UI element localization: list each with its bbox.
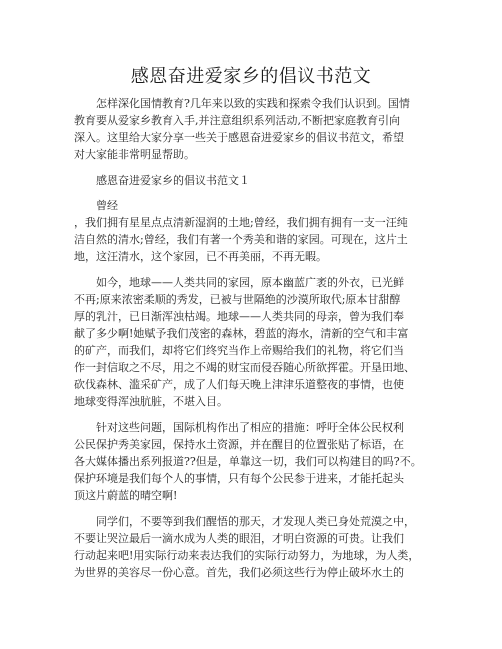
- document-title: 感恩奋进爱家乡的倡议书范文: [130, 66, 372, 87]
- paragraph-line: 的矿产，而我们，却将它们终究当作上帝赐给我们的礼物，将它们当: [74, 344, 404, 357]
- paragraph-line: 如今，地球——人类共同的家园，原本幽蓝广袤的外衣，已光鲜: [96, 276, 404, 289]
- paragraph-line: ，我们拥有星星点点清新湿润的土地;曾经，我们拥有拥有一支一汪纯: [74, 216, 408, 229]
- paragraph-line: 顶这片蔚蓝的晴空啊!: [74, 489, 178, 502]
- paragraph-line: 洁自然的清水;曾经，我们有著一个秀美和谐的家园。可现在，这片土: [74, 233, 408, 246]
- paragraph-line: 公民保护秀美家园，保持水土资源，并在醒目的位置张贴了标语，在: [74, 438, 404, 451]
- paragraph-line: 献了多少啊!她赋予我们茂密的森林，碧蓝的海水，清新的空气和丰富: [74, 327, 409, 340]
- paragraph-line: 不要让哭泣最后一滴水成为人类的眼泪，才明白资源的可贵。让我们: [74, 532, 404, 545]
- paragraph-line: 砍伐森林、滥采矿产，成了人们每天晚上津津乐道整夜的事情，也使: [74, 378, 404, 391]
- paragraph-line: 不再;原来浓密柔顺的秀发，已被与世隔绝的沙漠所取代;原本甘甜醇: [74, 293, 401, 306]
- paragraph-line: 各大媒体播出系列报道??但是，单靠这一切，我们可以构建目的吗?不。: [74, 455, 422, 468]
- paragraph-line: 保护环境是我们每个人的事情，只有每个公民参于进来，才能托起头: [74, 472, 404, 485]
- paragraph-start: 曾经: [96, 199, 118, 212]
- paragraph-line: 同学们，不要等到我们醒悟的那天，才发现人类已身处荒漠之中，: [96, 515, 415, 528]
- paragraph-line: 作一封信取之不尽，用之不竭的财宝而侵吞随心所欲挥霍。开垦田地、: [74, 361, 415, 374]
- intro-line: 深入。这里给大家分享一些关于感恩奋进爱家乡的倡议书范文，希望: [74, 131, 404, 144]
- paragraph-line: 地，这汪清水，这个家园，已不再美丽，不再无暇。: [74, 250, 327, 263]
- paragraph-line: 地球变得浑浊肮脏，不堪入目。: [74, 395, 228, 408]
- section-heading: 感恩奋进爱家乡的倡议书范文１: [96, 174, 250, 187]
- intro-line: 教育要从爱家乡教育入手,并注意组织系列活动,不断把家庭教育引向: [74, 114, 400, 127]
- intro-line: 怎样深化国情教育?几年来以致的实践和探索令我们认识到。国情: [96, 97, 410, 110]
- paragraph-line: 为世界的美容尽一份心意。首先，我们必须这些行为停止破坏水土的: [74, 566, 404, 579]
- paragraph-line: 针对这些问题，国际机构作出了相应的措施：呼吁全体公民权利: [96, 421, 404, 434]
- paragraph-line: 厚的乳汁，已日渐浑浊枯竭。地球——人类共同的母亲，曾为我们奉: [74, 310, 404, 323]
- intro-line: 对大家能非常明显帮助。: [74, 148, 195, 161]
- paragraph-line: 行动起来吧!用实际行动来表达我们的实际行动努力，为地球，为人类，: [74, 549, 420, 562]
